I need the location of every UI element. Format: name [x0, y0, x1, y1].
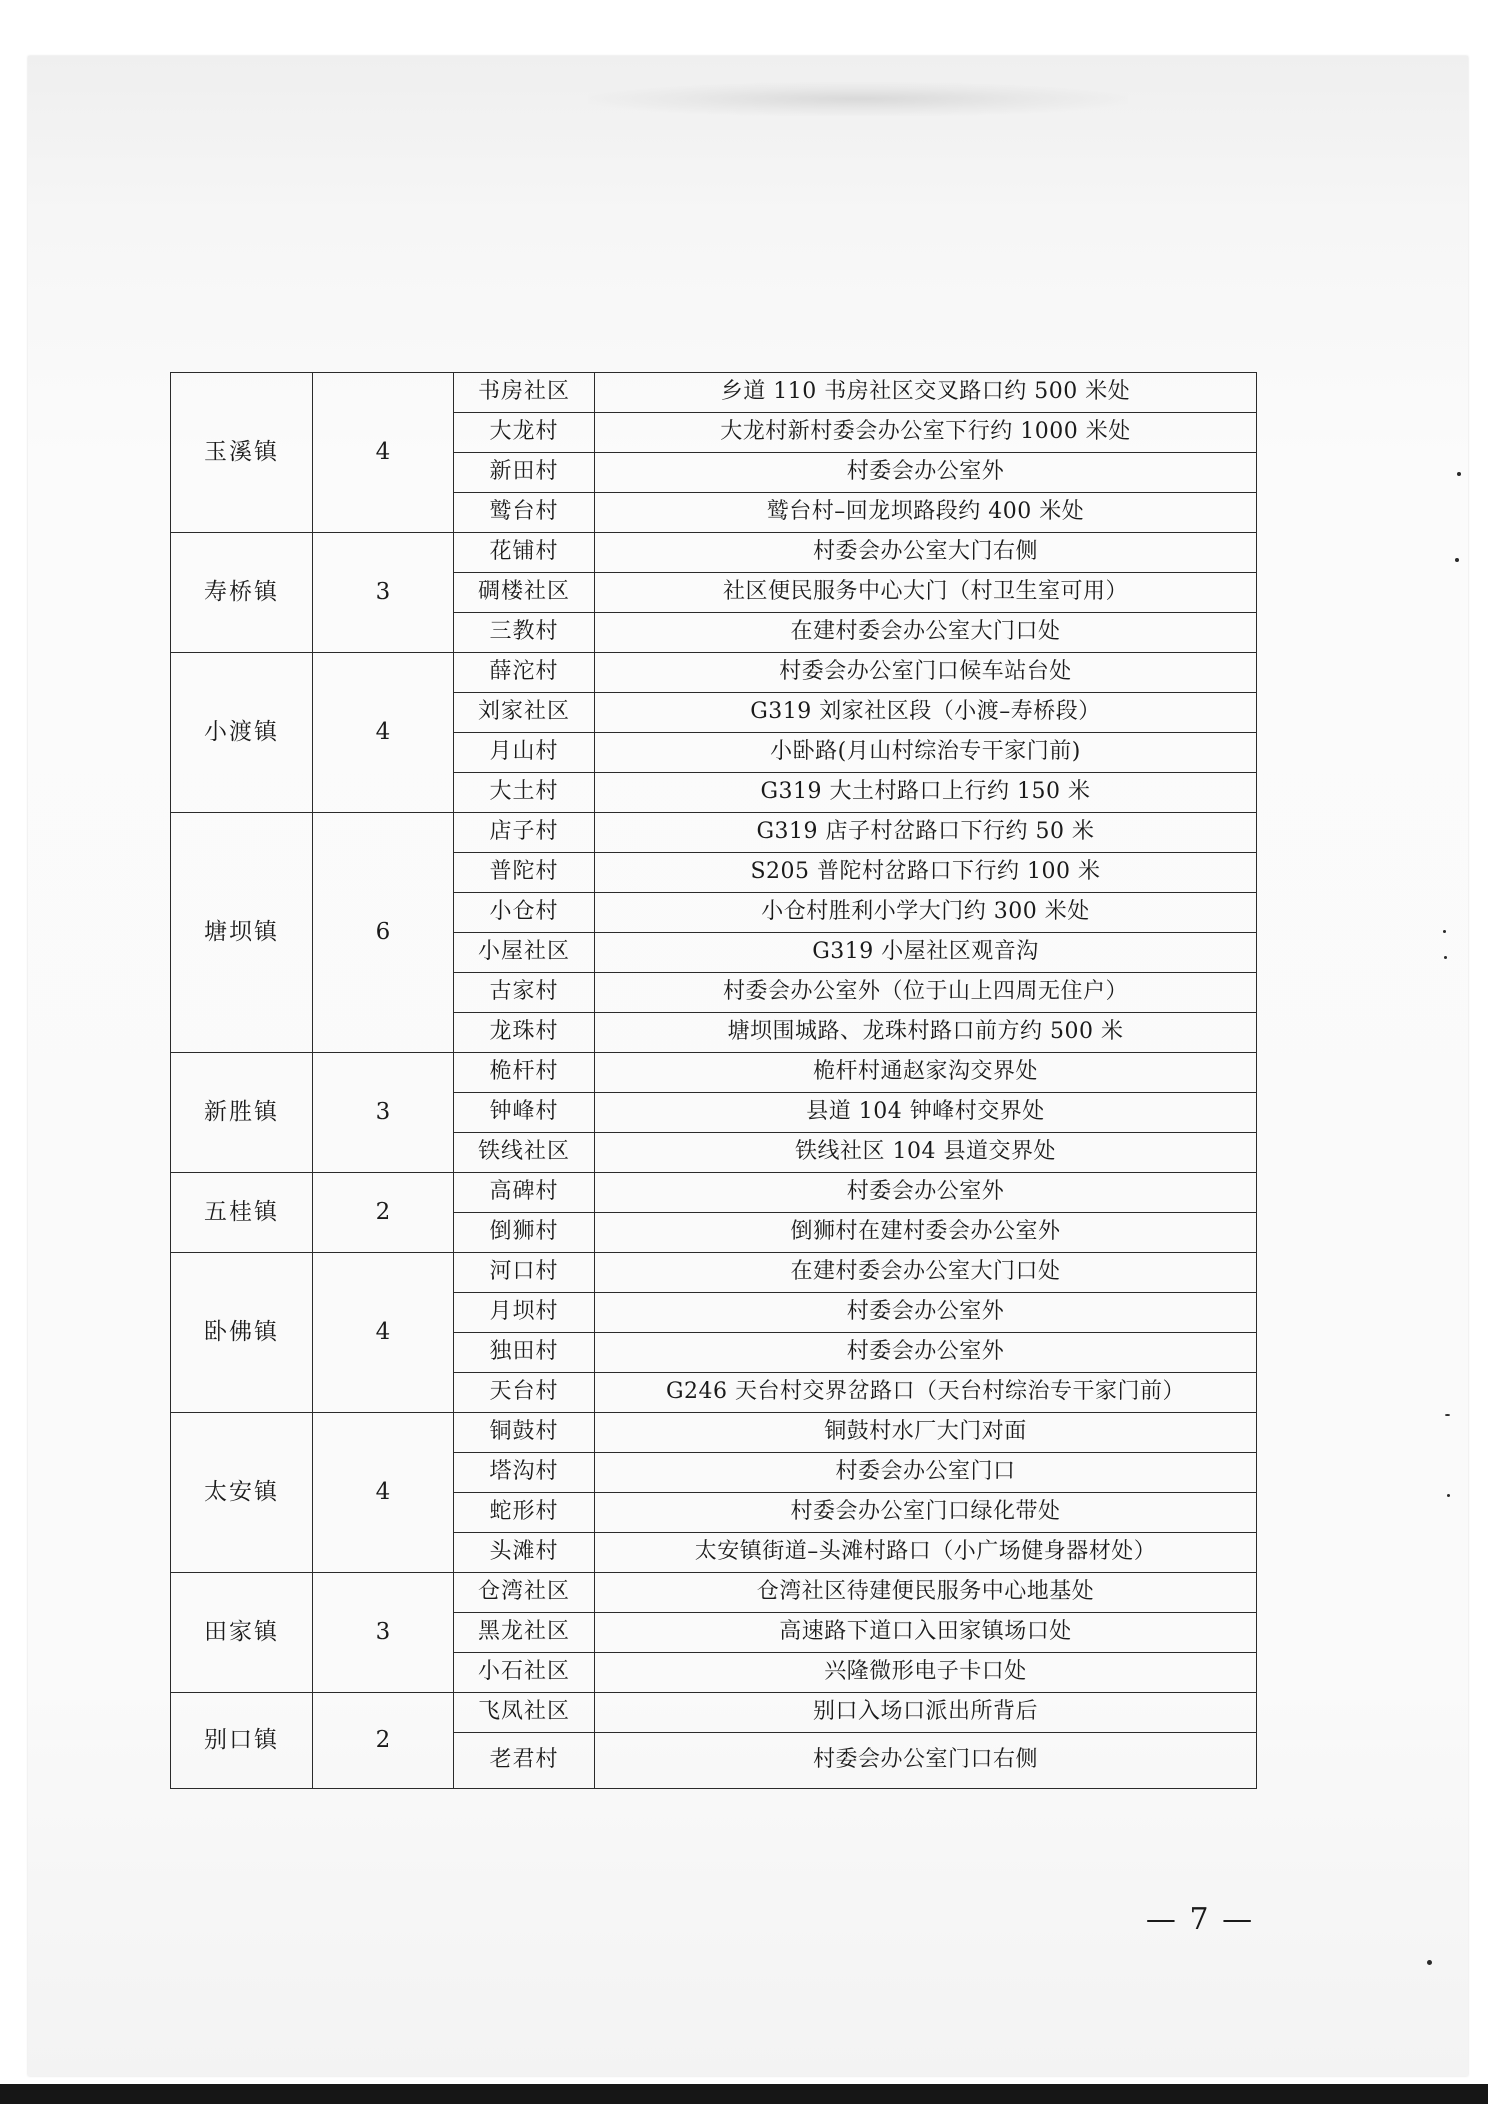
- location-cell: 社区便民服务中心大门（村卫生室可用）: [595, 573, 1257, 613]
- scan-bottom-edge: [0, 2084, 1488, 2104]
- location-cell: 太安镇街道–头滩村路口（小广场健身器材处）: [595, 1533, 1257, 1573]
- count-cell: 3: [313, 1573, 454, 1693]
- count-cell: 3: [313, 533, 454, 653]
- count-cell: 4: [313, 653, 454, 813]
- town-cell: 新胜镇: [171, 1053, 313, 1173]
- location-cell: 小卧路(月山村综治专干家门前): [595, 733, 1257, 773]
- town-cell: 塘坝镇: [171, 813, 313, 1053]
- location-cell: 兴隆微形电子卡口处: [595, 1653, 1257, 1693]
- village-cell: 头滩村: [454, 1533, 595, 1573]
- scan-speck: [1445, 1414, 1450, 1416]
- village-cell: 新田村: [454, 453, 595, 493]
- location-cell: 别口入场口派出所背后: [595, 1693, 1257, 1733]
- location-cell: 村委会办公室外: [595, 1293, 1257, 1333]
- location-cell: 铁线社区 104 县道交界处: [595, 1133, 1257, 1173]
- scan-speck: [1447, 1494, 1450, 1497]
- town-cell: 寿桥镇: [171, 533, 313, 653]
- location-cell: 塘坝围城路、龙珠村路口前方约 500 米: [595, 1013, 1257, 1053]
- table-row: [171, 1253, 1257, 1293]
- location-cell: 仓湾社区待建便民服务中心地基处: [595, 1573, 1257, 1613]
- count-cell: 4: [313, 1253, 454, 1413]
- location-cell: 村委会办公室门口右侧: [595, 1733, 1257, 1789]
- village-cell: 高碑村: [454, 1173, 595, 1213]
- location-cell: 倒狮村在建村委会办公室外: [595, 1213, 1257, 1253]
- count-cell: 6: [313, 813, 454, 1053]
- village-cell: 小屋社区: [454, 933, 595, 973]
- village-cell: 小石社区: [454, 1653, 595, 1693]
- village-cell: 仓湾社区: [454, 1573, 595, 1613]
- location-cell: G246 天台村交界岔路口（天台村综治专干家门前）: [595, 1373, 1257, 1413]
- town-cell: 五桂镇: [171, 1173, 313, 1253]
- scan-speck: [1427, 1960, 1432, 1965]
- table-body: [171, 373, 1257, 1789]
- village-cell: 刘家社区: [454, 693, 595, 733]
- location-cell: 在建村委会办公室大门口处: [595, 613, 1257, 653]
- village-cell: 鹫台村: [454, 493, 595, 533]
- location-cell: G319 小屋社区观音沟: [595, 933, 1257, 973]
- location-cell: G319 刘家社区段（小渡–寿桥段）: [595, 693, 1257, 733]
- table-row: [171, 1693, 1257, 1733]
- village-cell: 黑龙社区: [454, 1613, 595, 1653]
- count-cell: 4: [313, 1413, 454, 1573]
- village-cell: 三教村: [454, 613, 595, 653]
- location-cell: 鹫台村–回龙坝路段约 400 米处: [595, 493, 1257, 533]
- location-cell: 村委会办公室门口候车站台处: [595, 653, 1257, 693]
- location-cell: 村委会办公室门口: [595, 1453, 1257, 1493]
- table-row: [171, 533, 1257, 573]
- location-cell: 大龙村新村委会办公室下行约 1000 米处: [595, 413, 1257, 453]
- village-cell: 店子村: [454, 813, 595, 853]
- village-cell: 桅杆村: [454, 1053, 595, 1093]
- table-row: [171, 1173, 1257, 1213]
- location-cell: 村委会办公室门口绿化带处: [595, 1493, 1257, 1533]
- town-cell: 太安镇: [171, 1413, 313, 1573]
- village-cell: 铁线社区: [454, 1133, 595, 1173]
- location-cell: S205 普陀村岔路口下行约 100 米: [595, 853, 1257, 893]
- location-cell: G319 店子村岔路口下行约 50 米: [595, 813, 1257, 853]
- village-cell: 大龙村: [454, 413, 595, 453]
- table-row: [171, 1413, 1257, 1453]
- count-cell: 2: [313, 1693, 454, 1789]
- village-cell: 飞凤社区: [454, 1693, 595, 1733]
- count-cell: 3: [313, 1053, 454, 1173]
- location-cell: 村委会办公室外: [595, 1333, 1257, 1373]
- village-cell: 普陀村: [454, 853, 595, 893]
- town-cell: 别口镇: [171, 1693, 313, 1789]
- scan-speck: [1455, 558, 1459, 562]
- location-cell: 在建村委会办公室大门口处: [595, 1253, 1257, 1293]
- town-cell: 小渡镇: [171, 653, 313, 813]
- village-cell: 蛇形村: [454, 1493, 595, 1533]
- location-cell: 小仓村胜利小学大门约 300 米处: [595, 893, 1257, 933]
- count-cell: 4: [313, 373, 454, 533]
- table-row: [171, 813, 1257, 853]
- table-row: [171, 1053, 1257, 1093]
- location-cell: 村委会办公室大门右侧: [595, 533, 1257, 573]
- scan-speck: [1457, 472, 1461, 476]
- village-cell: 钟峰村: [454, 1093, 595, 1133]
- village-cell: 月山村: [454, 733, 595, 773]
- village-cell: 河口村: [454, 1253, 595, 1293]
- village-cell: 老君村: [454, 1733, 595, 1789]
- scan-speck: [1444, 956, 1447, 959]
- location-cell: 乡道 110 书房社区交叉路口约 500 米处: [595, 373, 1257, 413]
- table-row: [171, 653, 1257, 693]
- village-cell: 碉楼社区: [454, 573, 595, 613]
- village-cell: 花铺村: [454, 533, 595, 573]
- village-cell: 大土村: [454, 773, 595, 813]
- village-cell: 薛沱村: [454, 653, 595, 693]
- village-cell: 古家村: [454, 973, 595, 1013]
- table-row: [171, 1573, 1257, 1613]
- page-number: — 7 —: [1145, 1902, 1255, 1937]
- village-cell: 书房社区: [454, 373, 595, 413]
- village-cell: 月坝村: [454, 1293, 595, 1333]
- location-cell: 桅杆村通赵家沟交界处: [595, 1053, 1257, 1093]
- village-cell: 独田村: [454, 1333, 595, 1373]
- location-table: [170, 372, 1257, 1789]
- location-cell: 高速路下道口入田家镇场口处: [595, 1613, 1257, 1653]
- village-cell: 铜鼓村: [454, 1413, 595, 1453]
- scan-smudge: [588, 82, 1128, 116]
- location-cell: 村委会办公室外: [595, 1173, 1257, 1213]
- location-cell: 铜鼓村水厂大门对面: [595, 1413, 1257, 1453]
- village-cell: 龙珠村: [454, 1013, 595, 1053]
- count-cell: 2: [313, 1173, 454, 1253]
- town-cell: 卧佛镇: [171, 1253, 313, 1413]
- village-cell: 塔沟村: [454, 1453, 595, 1493]
- town-cell: 玉溪镇: [171, 373, 313, 533]
- town-cell: 田家镇: [171, 1573, 313, 1693]
- village-cell: 小仓村: [454, 893, 595, 933]
- village-cell: 倒狮村: [454, 1213, 595, 1253]
- scan-speck: [1443, 930, 1446, 933]
- location-cell: G319 大土村路口上行约 150 米: [595, 773, 1257, 813]
- location-cell: 村委会办公室外（位于山上四周无住户）: [595, 973, 1257, 1013]
- location-cell: 村委会办公室外: [595, 453, 1257, 493]
- table-row: [171, 373, 1257, 413]
- location-cell: 县道 104 钟峰村交界处: [595, 1093, 1257, 1133]
- village-cell: 天台村: [454, 1373, 595, 1413]
